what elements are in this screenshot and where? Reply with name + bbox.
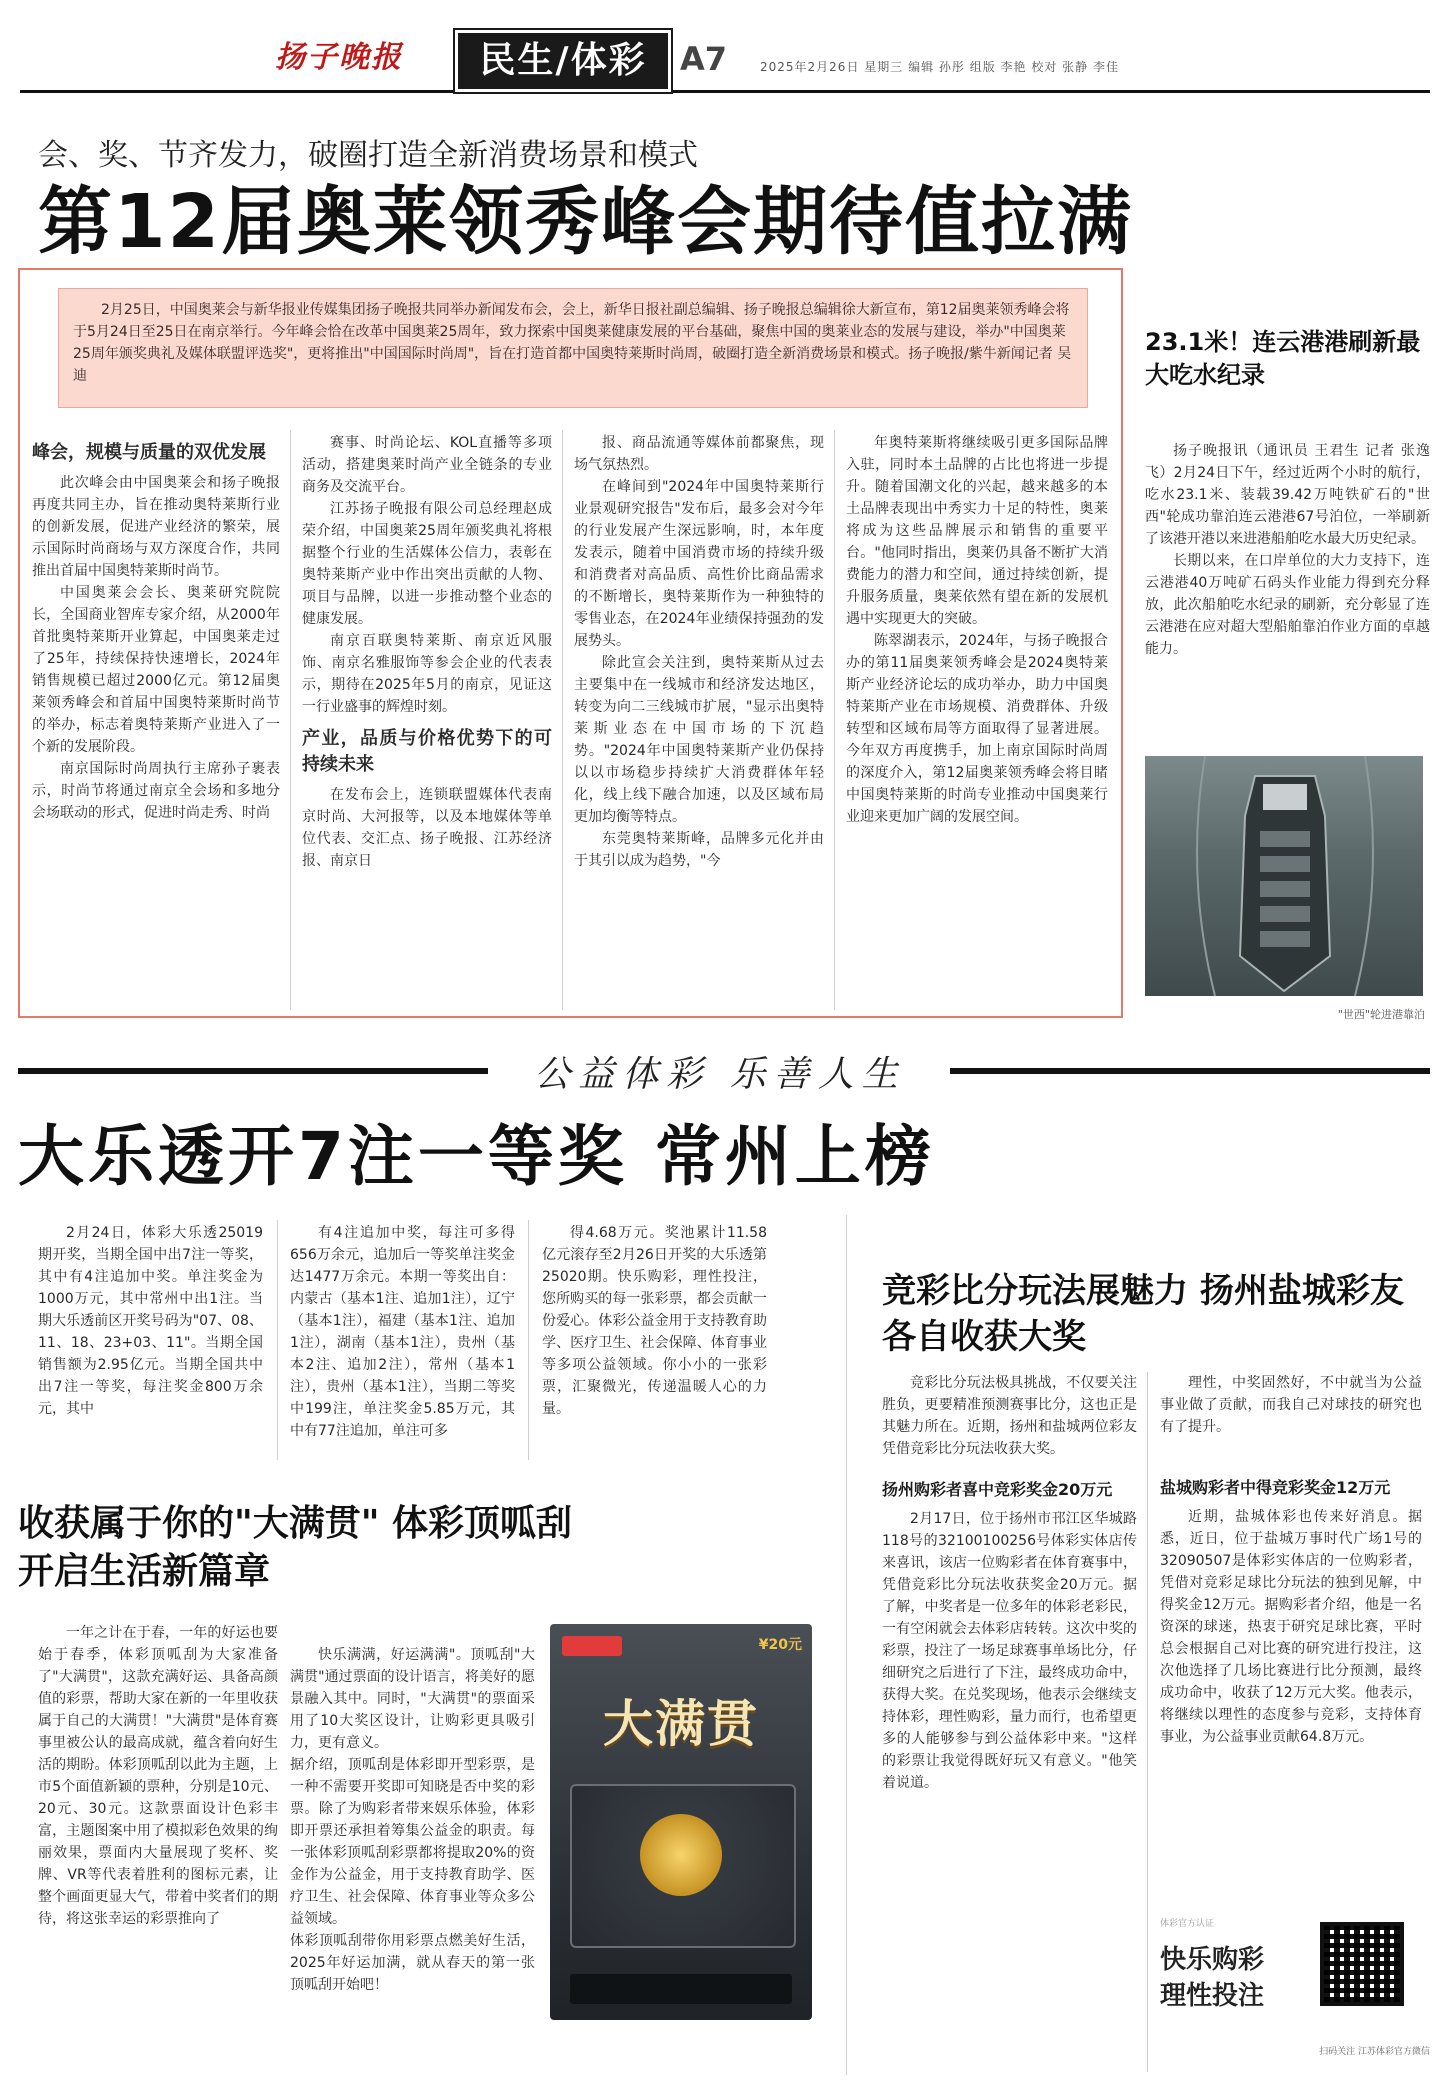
story4-column-2a (1160, 1372, 1422, 1472)
column-rule (290, 430, 291, 1010)
column-rule (562, 430, 563, 1010)
story1-kicker: 会、奖、节齐发力，破圈打造全新消费场景和模式 (38, 138, 698, 173)
paragraph: 陈翠湖表示，2024年，与扬子晚报合办的第11届奥莱领秀峰会是2024奥特莱斯产业经济论坛的成功举办，助力中国奥特莱斯产业在市场规模、消费群体、升级转型和区域布局等方面取得了显著进展。今年双方再度携手，加上南京国际时尚周的深度介入，第12届奥莱领秀峰会将目睹中国奥特莱斯的时尚专业推动中国奥莱行业迎来更加广阔的发展空间。 (846, 633, 1108, 825)
story2-column-1 (38, 1222, 263, 1457)
column-rule (1147, 1372, 1148, 2072)
lottery-ticket-image (550, 1624, 812, 2020)
paragraph: 除此宣会关注到，奥特莱斯从过去主要集中在一线城市和经济发达地区，转变为向二三线城市扩展，"显示出奥特莱斯业态在中国市场的下沉趋势。"2024年中国奥特莱斯产业仍保持以以市场稳步持续扩大消费群体年轻化，线上线下融合加速，以及区域布局更加均衡等特点。 (574, 655, 824, 825)
paragraph: 得4.68万元。奖池累计11.58亿元滚存至2月26日开奖的大乐透第25020期。快乐购彩，理性投注，您所购买的每一张彩票，都会贡献一份爱心。体彩公益金用于支持教育助学、医疗卫生、社会保障、体育事业等多项公益领域。你小小的一张彩票，汇聚微光，传递温暖人心的力量。 (542, 1225, 767, 1417)
story1-column-1 (32, 432, 280, 1002)
qr-code-icon (1320, 1922, 1404, 2006)
paragraph: 快乐满满，好运满满"。顶呱刮"大满贯"通过票面的设计语言，将美好的愿景融入其中。同时，"大满贯"的票面采用了10大奖区设计，让购彩更具吸引力，更有意义。 据介绍，顶呱刮是体彩即开型彩票，是一种不需要开奖即可知晓是否中奖的彩票。除了为购彩者带来娱乐体验，体彩即开票还承担着筹集公益金的职责。每一张体彩顶呱刮彩票都将提取20%的资金作为公益金，用于支持教育助学、医疗卫生、社会保障、体育事业等众多公益领域。 体彩顶呱刮带你用彩票点燃美好生活，2025年好运加满，就从春天的第一张顶呱刮开始吧！ (290, 1647, 535, 1993)
ticket-price: ¥20元 (758, 1637, 802, 1653)
paragraph: 南京百联奥特莱斯、南京近风服饰、南京名雅服饰等参会企业的代表表示，期待在2025年5月的南京，见证这一行业盛事的辉煌时刻。 (302, 633, 552, 715)
story2-column-2 (290, 1222, 515, 1457)
paragraph: 赛事、时尚论坛、KOL直播等多项活动，搭建奥莱时尚产业全链条的专业商务及交流平台。 (302, 435, 552, 495)
story1-column-3 (574, 432, 824, 1002)
story3-column-1 (38, 1622, 278, 2082)
paragraph: 扬子晚报讯（通讯员 王君生 记者 张逸飞）2月24日下午，经过近两个小时的航行，吃水23.1米、装载39.42万吨铁矿石的"世西"轮成功靠泊连云港港67号泊位，一举刷新了该港开港以来进港船舶吃水最大历史纪录。 (1145, 443, 1430, 547)
qr-caption: 扫码关注 江苏体彩官方微信 (1319, 2047, 1430, 2057)
paragraph: 报、商品流通等媒体前都聚焦，现场气氛热烈。 (574, 435, 824, 473)
paragraph: 一年之计在于春，一年的好运也要始于春季，体彩顶呱刮为大家准备了"大满贯"，这款充满好运、具备高颜值的彩票，帮助大家在新的一年里收获属于自己的大满贯！"大满贯"是体育赛事里被公认的最高成就，蕴含着向好生活的期盼。体彩顶呱刮以此为主题，上市5个面值新颖的票种，分别是10元、20元、30元。这款票面设计色彩丰富，主题图案中用了模拟彩色效果的绚丽效果，票面内大量展现了奖杯、奖牌、VR等代表着胜利的图标元素，让整个画面更显大气，带着中奖者们的期待，将这张幸运的彩票推向了 (38, 1625, 278, 1927)
responsible-gaming-slogan: 快乐购彩 理性投注 (1160, 1945, 1265, 2011)
brief-body (1145, 440, 1430, 752)
dateline: 2025年2月26日 星期三 编辑 孙彤 组版 李艳 校对 张静 李佳 (760, 60, 1119, 74)
story2-headline: 大乐透开7注一等奖 常州上榜 (18, 1118, 935, 1195)
photo-caption: "世西"轮进港靠泊 (1337, 1008, 1425, 1021)
paragraph: 长期以来，在口岸单位的大力支持下，连云港港40万吨矿石码头作业能力得到充分释放，此次船舶吃水纪录的刷新，充分彰显了连云港港在应对超大型船舶靠泊作业方面的卓越能力。 (1145, 553, 1430, 657)
story3-column-2 (290, 1622, 535, 2042)
page-number: A7 (680, 40, 728, 78)
story4-column-1 (882, 1470, 1137, 2080)
brief-headline: 23.1米！连云港港刷新最大吃水纪录 (1145, 328, 1421, 389)
story1-column-2 (302, 432, 552, 1002)
paragraph: 江苏扬子晚报有限公司总经理赵成荣介绍，中国奥莱25周年颁奖典礼将根据整个行业的生活媒体公信力，表彰在奥特莱斯产业中作出突出贡献的人物、项目与品牌，以进一步推动整个业态的健康发展。 (302, 501, 552, 627)
story1-lead: 2月25日，中国奥莱会与新华报业传媒集团扬子晚报共同举办新闻发布会，会上，新华日报社副总编辑、扬子晚报总编辑徐大新宣布，第12届奥莱领秀峰会将于5月24日至25日在南京举行。今年峰会恰在改革中国奥莱25周年，致力探索中国奥莱健康发展的平台基础，聚焦中国的奥莱业态的发展与建设，举办"中国奥莱25周年颁奖典礼及媒体联盟评选奖"，更将推出"中国国际时尚周"，旨在打造首都中国奥特莱斯时尚周，破圈打造全新消费场景和模式。扬子晚报/紫牛新闻记者 吴迪 (58, 288, 1088, 408)
story4-subhead-1: 扬州购彩者喜中竞彩奖金20万元 (882, 1480, 1113, 1499)
section-badge: 民生/体彩 (455, 30, 671, 92)
paragraph: 2月17日，位于扬州市邗江区华城路118号的32100100256号体彩实体店传来喜讯，该店一位购彩者在体育赛事中，凭借竞彩比分玩法收获奖金20万元。据了解，中奖者是一位多年的体彩老彩民，一有空闲就会去体彩店转转。这次中奖的彩票，投注了一场足球赛事单场比分，仔细研究之后进行了下注，最终成功命中，获得大奖。在兑奖现场，他表示会继续支持体彩，理性购彩，量力而行，也希望更多的人能够参与到公益体彩中来。"这样的彩票让我觉得既好玩又有意义。"他笑着说道。 (882, 1511, 1137, 1791)
story2-column-3 (542, 1222, 767, 1457)
paragraph: 在发布会上，连锁联盟媒体代表南京时尚、大河报等，以及本地媒体等单位代表、交汇点、扬子晚报、江苏经济报、南京日 (302, 787, 552, 869)
banner-rule-left (18, 1068, 488, 1074)
story3-headline: 收获属于你的"大满贯" 体彩顶呱刮开启生活新篇章 (18, 1503, 573, 1592)
section-banner: 公益体彩 乐善人生 (534, 1054, 906, 1095)
ship-photo (1145, 756, 1423, 996)
paragraph: 中国奥莱会会长、奥莱研究院院长，全国商业智库专家介绍，从2000年首批奥特莱斯开业算起，中国奥莱走过了25年，持续保持快速增长，2024年销售规模已超过2000亿元。第12届奥莱领秀峰会和首届中国奥特莱斯时尚节的举办，标志着奥特莱斯产业进入了一个新的发展阶段。 (32, 585, 280, 755)
column-rule (834, 430, 835, 1010)
paragraph: 竞彩比分玩法极具挑战，不仅要关注胜负，更要精准预测赛事比分，这也正是其魅力所在。近期，扬州和盐城两位彩友凭借竞彩比分玩法收获大奖。 (882, 1375, 1137, 1457)
paragraph: 近期，盐城体彩也传来好消息。据悉，近日，位于盐城万事时代广场1号的32090507是体彩实体店的一位购彩者，凭借对竞彩足球比分玩法的独到见解，中得奖金12万元。据购彩者介绍，他是一名资深的球迷，热衷于研究足球比赛，平时总会根据自己对比赛的研究进行投注，这次他选择了几场比赛进行比分预测，最终成功命中，收获了12万元大奖。他表示，将继续以理性的态度参与竞彩，支持体育事业，为公益事业贡献64.8万元。 (1160, 1509, 1422, 1745)
ticket-brand-logo (562, 1636, 622, 1656)
paragraph: 南京国际时尚周执行主席孙子裹表示，时尚节将通过南京全会场和多地分会场联动的形式，促进时尚走秀、时尚 (32, 761, 280, 821)
paragraph: 年奥特莱斯将继续吸引更多国际品牌入驻，同时本土品牌的占比也将进一步提升。随着国潮文化的兴起，越来越多的本土品牌表现出中秀实力十足的特性，奥莱将成为这些品牌展示和销售的重要平台。"他同时指出，奥莱仍具备不断扩大消费能力的潜力和空间，通过持续创新，提升服务质量，奥莱依然有望在新的发展机遇中实现更大的突破。 (846, 435, 1108, 627)
story4-headline: 竞彩比分玩法展魅力 扬州盐城彩友各自收获大奖 (882, 1271, 1404, 1357)
ship-illustration (1145, 756, 1423, 996)
story1-subhead-2: 产业，品质与价格优势下的可持续未来 (302, 728, 552, 775)
ticket-title: 大满贯 (603, 1695, 759, 1753)
ticket-footer (570, 1974, 792, 2004)
paragraph: 在峰间到"2024年中国奥特莱斯行业景观研究报告"发布后，最多会对今年的行业发展产生深远影响，时，本年度发表示，随着中国消费市场的持续升级和消费者对高品质、高性价比商品需求的不断增长，奥特莱斯作为一种独特的零售业态，在2024年业绩保持强劲的发展势头。 (574, 479, 824, 649)
story4-subhead-2: 盐城购彩者中得竞彩奖金12万元 (1160, 1478, 1391, 1497)
column-rule (528, 1220, 529, 1460)
trophy-coin-icon (640, 1814, 722, 1896)
column-rule (846, 1215, 847, 2075)
paragraph: 理性，中奖固然好，不中就当为公益事业做了贡献，而我自己对球技的研究也有了提升。 (1160, 1375, 1422, 1435)
story1-subhead-1: 峰会，规模与质量的双优发展 (32, 442, 266, 463)
story4-column-2b (1160, 1468, 1422, 1908)
newspaper-logo: 扬子晚报 (275, 40, 403, 75)
promo-label: 体彩官方认证 (1160, 1919, 1215, 1929)
story1-column-4 (846, 432, 1108, 1002)
banner-rule-right (950, 1068, 1430, 1074)
story1-headline: 第12届奥莱领秀峰会期待值拉满 (38, 179, 1133, 265)
paragraph: 东莞奥特莱斯峰，品牌多元化并由于其引以成为趋势，"今 (574, 831, 824, 869)
paragraph: 2月24日，体彩大乐透25019期开奖，当期全国中出7注一等奖，其中有4注追加中奖。单注奖金为1000万元，其中常州中出1注。当期大乐透前区开奖号码为"07、08、11、18、23+03、11"。当期全国销售额为2.95亿元。当期全国共中出7注一等奖，每注奖金800万余元，其中 (38, 1225, 263, 1417)
story4-intro (882, 1372, 1137, 1472)
paragraph: 此次峰会由中国奥莱会和扬子晚报再度共同主办，旨在推动奥特莱斯行业的创新发展，促进产业经济的繁荣，展示国际时尚商场与双方深度合作，共同推出首届中国奥特莱斯时尚节。 (32, 475, 280, 579)
column-rule (277, 1220, 278, 1460)
paragraph: 有4注追加中奖，每注可多得656万余元，追加后一等奖单注奖金达1477万余元。本期一等奖出自：内蒙古（基本1注、追加1注），辽宁（基本1注），福建（基本1注、追加1注），湖南（基本1注），贵州（基本2注、追加2注），常州（基本1注），贵州（基本1注），当期二等奖中199注，单注奖金5.85万元，其中有77注追加，单注可多 (290, 1225, 515, 1439)
